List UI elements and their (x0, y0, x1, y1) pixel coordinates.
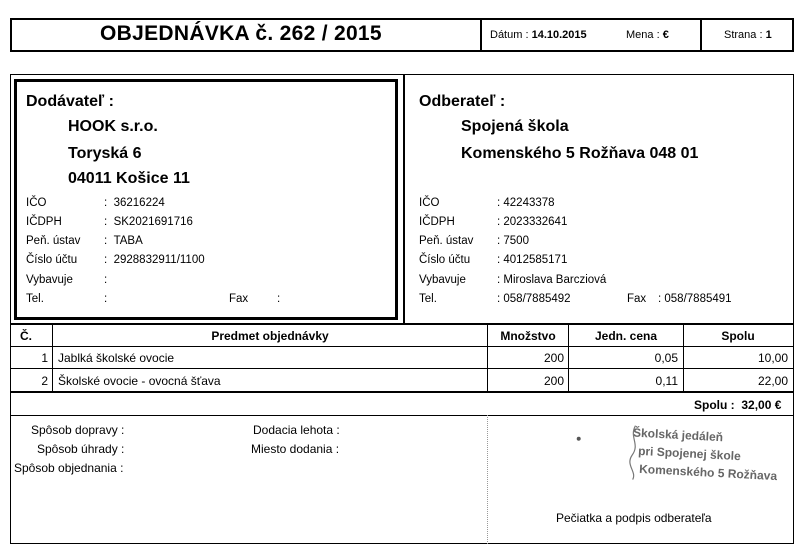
supplier-icdph-label: IČDPH (26, 216, 62, 228)
date-value: 14.10.2015 (531, 29, 587, 41)
page-field (724, 29, 772, 41)
supplier-tel-value: : (104, 293, 114, 305)
customer-ico-value: : 42243378 (497, 197, 555, 209)
date-label: Dátum : (490, 29, 529, 41)
customer-tel-value: : 058/7885492 (497, 293, 571, 305)
stamp-mark (577, 437, 581, 441)
customer-contact-value: : Miroslava Barcziová (497, 274, 607, 286)
customer-account-label: Číslo účtu (419, 254, 471, 266)
supplier-ico-value: : 36216224 (104, 197, 165, 209)
supplier-city: 04011 Košice 11 (68, 170, 190, 187)
supplier-tel-label: Tel. (26, 293, 44, 305)
customer-fax-label: Fax (627, 293, 647, 305)
signature-scribble (622, 421, 649, 484)
row1-item: Jablká školské ovocie (58, 351, 175, 365)
row1-no: 1 (41, 351, 48, 365)
row1-total: 10,00 (757, 351, 788, 365)
supplier-ico-label: IČO (26, 197, 47, 209)
payment-label: Spôsob úhrady : (37, 442, 125, 456)
header-divider-1 (480, 18, 482, 52)
sum-label: Spolu : (694, 398, 735, 412)
customer-heading: Odberateľ : (419, 93, 506, 110)
stamp-line-1: Školská jedáleň (632, 425, 724, 445)
row2-no: 2 (41, 374, 48, 388)
footer-divider (487, 415, 488, 544)
supplier-bank-label: Peň. ústav (26, 235, 81, 247)
customer-tel-label: Tel. (419, 293, 437, 305)
sum-field (694, 398, 781, 412)
customer-fax-value: : 058/7885491 (658, 293, 732, 305)
supplier-contact-value: : (104, 274, 114, 286)
supplier-contact-label: Vybavuje (26, 274, 73, 286)
signature-label: Pečiatka a podpis odberateľa (556, 511, 712, 525)
customer-bank-label: Peň. ústav (419, 235, 474, 247)
supplier-name: HOOK s.r.o. (68, 118, 158, 135)
customer-ico-label: IČO (419, 197, 440, 209)
order-method-label: Spôsob objednania : (14, 461, 124, 475)
currency-field (626, 29, 669, 41)
header-divider-2 (700, 18, 702, 52)
row1-unit-price: 0,05 (654, 351, 678, 365)
delivery-place-label: Miesto dodania : (251, 442, 340, 456)
delivery-time-label: Dodacia lehota : (253, 423, 340, 437)
supplier-account-label: Číslo účtu (26, 254, 78, 266)
col-header-qty: Množstvo (500, 329, 556, 343)
col-header-total: Spolu (721, 329, 755, 343)
table-sum-line (10, 415, 794, 416)
supplier-account-value: : 2928832911/1100 (104, 254, 205, 266)
parties-divider (403, 74, 405, 324)
supplier-fax-label: Fax (229, 293, 249, 305)
row2-qty: 200 (543, 374, 564, 388)
customer-icdph-label: IČDPH (419, 216, 455, 228)
supplier-heading: Dodávateľ : (26, 93, 114, 110)
currency-value: € (662, 29, 669, 41)
table-row1-line (10, 368, 794, 369)
row2-item: Školské ovocie - ovocná šťava (58, 374, 221, 388)
transport-label: Spôsob dopravy : (31, 423, 125, 437)
stamp-line-2: pri Spojenej škole (637, 443, 742, 464)
customer-stamp (570, 414, 788, 495)
customer-icdph-value: : 2023332641 (497, 216, 568, 228)
supplier-street: Toryská 6 (68, 145, 142, 162)
table-header-line (10, 346, 794, 347)
col-header-unit-price: Jedn. cena (594, 329, 658, 343)
customer-contact-label: Vybavuje (419, 274, 466, 286)
customer-name: Spojená škola (461, 118, 569, 135)
row1-qty: 200 (543, 351, 564, 365)
col-header-no: Č. (20, 329, 32, 343)
customer-account-value: : 4012585171 (497, 254, 568, 266)
stamp-line-3: Komenského 5 Rožňava (638, 461, 778, 484)
date-field (490, 29, 587, 41)
customer-address: Komenského 5 Rožňava 048 01 (461, 145, 699, 162)
currency-label: Mena : (626, 29, 660, 41)
sum-value: 32,00 € (741, 398, 782, 412)
customer-bank-value: : 7500 (497, 235, 529, 247)
row2-total: 22,00 (757, 374, 788, 388)
page-value: 1 (765, 29, 772, 41)
col-header-item: Predmet objednávky (211, 329, 329, 343)
row2-unit-price: 0,11 (655, 374, 678, 388)
supplier-fax-value: : (277, 293, 287, 305)
document-title: OBJEDNÁVKA č. 262 / 2015 (100, 22, 382, 45)
supplier-icdph-value: : SK2021691716 (104, 216, 193, 228)
table-row2-line (10, 391, 794, 393)
page-label: Strana : (724, 29, 763, 41)
supplier-bank-value: : TABA (104, 235, 143, 247)
